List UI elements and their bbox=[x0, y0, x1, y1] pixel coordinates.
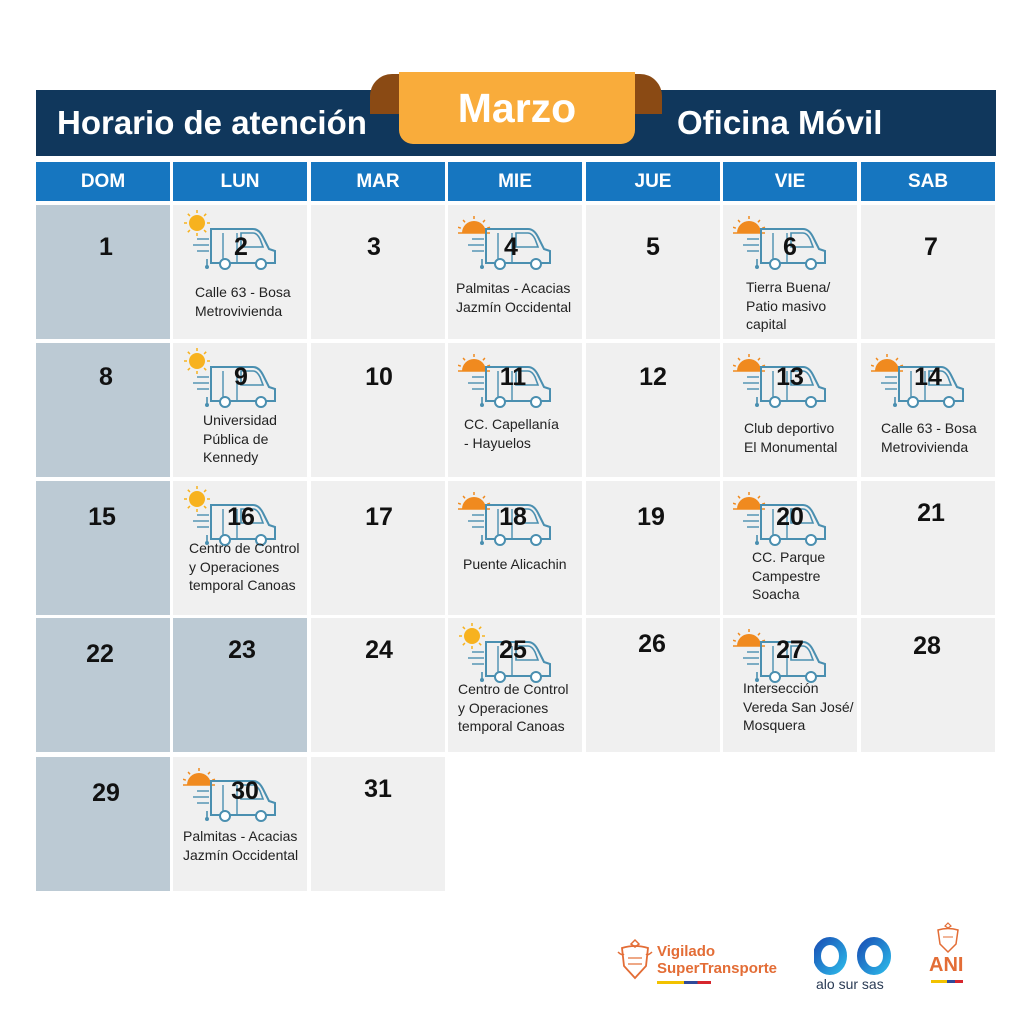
calendar-day-29 bbox=[36, 757, 170, 891]
day-number: 19 bbox=[637, 503, 665, 531]
calendar-day-5 bbox=[586, 205, 720, 339]
calendar-day-19 bbox=[586, 481, 720, 615]
sun-icon bbox=[184, 348, 210, 374]
calendar-day-13 bbox=[723, 343, 857, 477]
calendar-day-24 bbox=[311, 618, 445, 752]
location-label: Centro de Control y Operaciones temporal Canoas bbox=[458, 681, 569, 734]
calendar-day-11 bbox=[448, 343, 582, 477]
calendar-day-18 bbox=[448, 481, 582, 615]
day-number: 6 bbox=[783, 233, 797, 261]
sun-icon bbox=[184, 210, 210, 236]
calendar-day-17 bbox=[311, 481, 445, 615]
sun-icon bbox=[184, 486, 210, 512]
calendar-day-27 bbox=[723, 618, 857, 752]
ani-text: ANI bbox=[929, 954, 964, 976]
day-number: 18 bbox=[499, 503, 527, 531]
month-title: Marzo bbox=[399, 72, 635, 144]
calendar-day-21 bbox=[861, 481, 995, 615]
calendar-day-16 bbox=[173, 481, 307, 615]
alo-sur-logo-icon bbox=[814, 926, 892, 976]
flag-strip bbox=[657, 981, 711, 984]
calendar-day-6 bbox=[723, 205, 857, 339]
calendar-day-31 bbox=[311, 757, 445, 891]
day-number: 8 bbox=[99, 363, 113, 391]
calendar-day-12 bbox=[586, 343, 720, 477]
day-number: 2 bbox=[234, 233, 248, 261]
weekday-mar: MAR bbox=[311, 162, 445, 201]
alo-sur-text: alo sur sas bbox=[816, 976, 884, 992]
day-number: 12 bbox=[639, 363, 667, 391]
weekday-mie: MIE bbox=[448, 162, 582, 201]
day-number: 26 bbox=[638, 630, 666, 658]
weekday-dom: DOM bbox=[36, 162, 170, 201]
day-number: 23 bbox=[228, 636, 256, 664]
location-label: Intersección Vereda San José/ Mosquera bbox=[743, 680, 854, 733]
calendar-day-22 bbox=[36, 618, 170, 752]
calendar-day-25 bbox=[448, 618, 582, 752]
location-label: Universidad Pública de Kennedy bbox=[203, 412, 277, 465]
day-number: 28 bbox=[913, 632, 941, 660]
day-number: 5 bbox=[646, 233, 660, 261]
calendar-day-7 bbox=[861, 205, 995, 339]
calendar-day-2 bbox=[173, 205, 307, 339]
calendar-day-30 bbox=[173, 757, 307, 891]
location-label: Puente Alicachin bbox=[463, 556, 567, 572]
day-number: 17 bbox=[365, 503, 393, 531]
coat-of-arms-icon bbox=[616, 938, 654, 980]
day-number: 13 bbox=[776, 363, 804, 391]
day-number: 10 bbox=[365, 363, 393, 391]
calendar-day-4 bbox=[448, 205, 582, 339]
location-label: Calle 63 - Bosa Metrovivienda bbox=[881, 420, 977, 455]
day-number: 30 bbox=[231, 777, 259, 805]
day-number: 14 bbox=[914, 363, 942, 391]
calendar-day-28 bbox=[861, 618, 995, 752]
day-number: 27 bbox=[776, 636, 804, 664]
weekday-lun: LUN bbox=[173, 162, 307, 201]
location-label: Club deportivo El Monumental bbox=[744, 420, 838, 455]
calendar-day-1 bbox=[36, 205, 170, 339]
sun-icon bbox=[459, 623, 485, 649]
day-number: 3 bbox=[367, 233, 381, 261]
ani-shield-icon bbox=[934, 922, 962, 954]
day-number: 22 bbox=[86, 640, 114, 668]
calendar-day-14 bbox=[861, 343, 995, 477]
weekday-vie: VIE bbox=[723, 162, 857, 201]
calendar-day-8 bbox=[36, 343, 170, 477]
day-number: 7 bbox=[924, 233, 938, 261]
location-label: Calle 63 - Bosa Metrovivienda bbox=[195, 284, 291, 319]
location-label: CC. Capellanía - Hayuelos bbox=[464, 416, 559, 451]
header-title-schedule: Horario de atención bbox=[57, 104, 367, 141]
location-label: Palmitas - Acacias Jazmín Occidental bbox=[183, 828, 299, 863]
day-number: 1 bbox=[99, 233, 113, 261]
day-number: 24 bbox=[365, 636, 393, 664]
location-label: Tierra Buena/ Patio masivo capital bbox=[746, 279, 831, 332]
calendar-day-10 bbox=[311, 343, 445, 477]
day-number: 4 bbox=[504, 233, 518, 261]
day-number: 29 bbox=[92, 779, 120, 807]
day-number: 16 bbox=[227, 503, 255, 531]
day-number: 31 bbox=[364, 775, 392, 803]
location-label: Palmitas - Acacias Jazmín Occidental bbox=[456, 280, 572, 315]
calendar-day-3 bbox=[311, 205, 445, 339]
ani-flag-strip bbox=[931, 980, 963, 983]
day-number: 15 bbox=[88, 503, 116, 531]
day-number: 21 bbox=[917, 499, 945, 527]
calendar-day-20 bbox=[723, 481, 857, 615]
calendar-day-23 bbox=[173, 618, 307, 752]
header-title-office: Oficina Móvil bbox=[677, 104, 883, 141]
calendar-day-26 bbox=[586, 618, 720, 752]
location-label: CC. Parque Campestre Soacha bbox=[752, 549, 826, 602]
day-number: 11 bbox=[499, 363, 527, 391]
weekday-jue: JUE bbox=[586, 162, 720, 201]
calendar-day-9 bbox=[173, 343, 307, 477]
day-number: 25 bbox=[499, 636, 527, 664]
day-number: 9 bbox=[234, 363, 248, 391]
vigilado-supertransporte-text: Vigilado SuperTransporte bbox=[657, 943, 778, 977]
weekday-sab: SAB bbox=[861, 162, 995, 201]
calendar-day-15 bbox=[36, 481, 170, 615]
day-number: 20 bbox=[776, 503, 804, 531]
location-label: Centro de Control y Operaciones temporal Canoas bbox=[189, 540, 300, 593]
